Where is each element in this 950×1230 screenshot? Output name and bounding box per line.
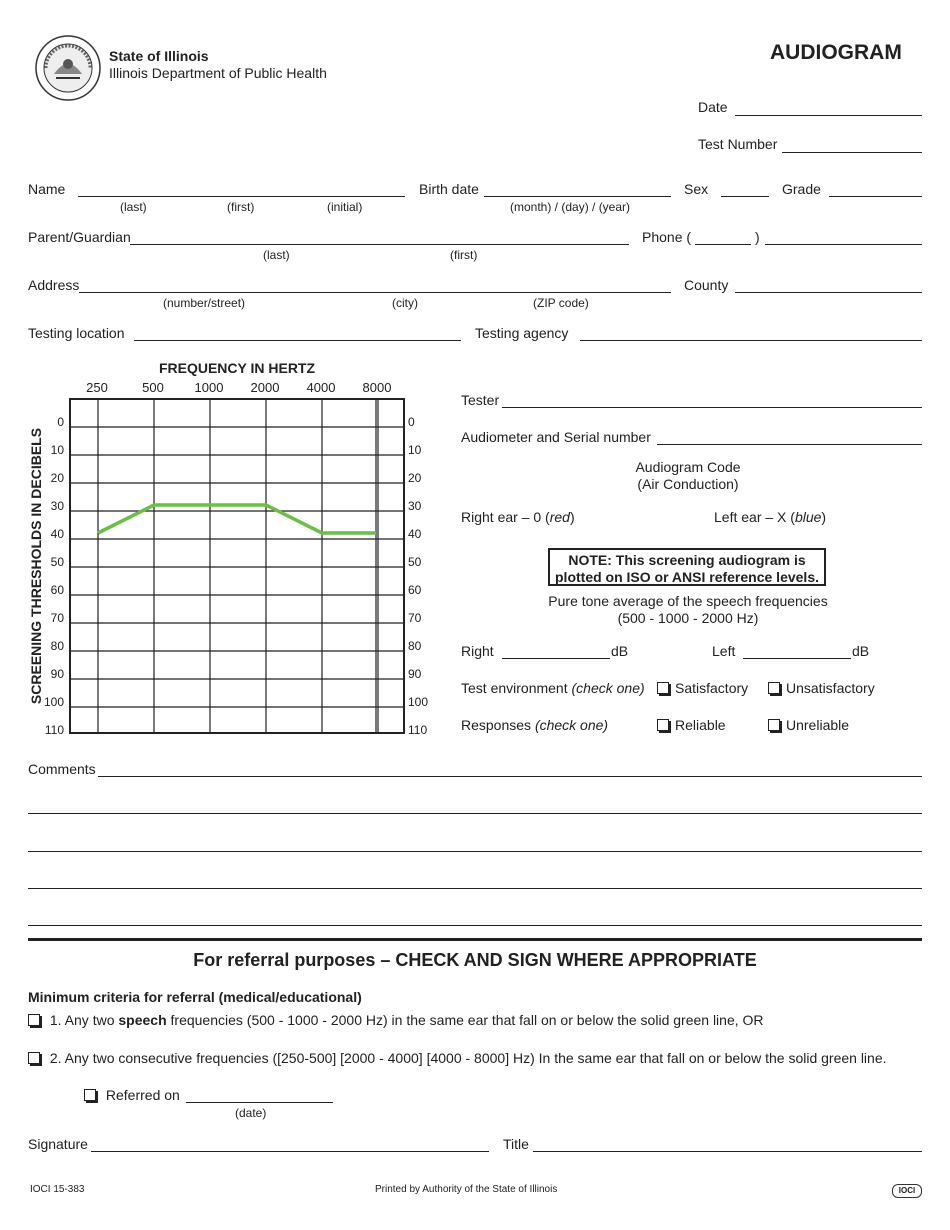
y-tick-label-left: 30: [50, 499, 64, 513]
y-tick-label-left: 80: [50, 639, 64, 653]
y-tick-label-right: 0: [408, 415, 415, 429]
referred-sub: (date): [235, 1106, 267, 1120]
audiometer-label: Audiometer and Serial number: [461, 429, 651, 445]
parent-sub-last: (last): [263, 248, 290, 262]
criteria-2-checkbox[interactable]: [28, 1052, 40, 1064]
ioci-logo: IOCI: [892, 1184, 922, 1198]
address-sub-city: (city): [392, 296, 418, 310]
name-sub-first: (first): [227, 200, 255, 214]
y-tick-label-right: 80: [408, 639, 422, 653]
state-name: State of Illinois: [109, 48, 209, 64]
criteria-label: Minimum criteria for referral (medical/educational): [28, 989, 362, 1005]
y-tick-label-right: 50: [408, 555, 422, 569]
comments-line[interactable]: [28, 925, 922, 926]
y-tick-label-right: 60: [408, 583, 422, 597]
satisfactory-checkbox[interactable]: [657, 682, 669, 694]
y-tick-label-left: 0: [57, 415, 64, 429]
signature-label: Signature: [28, 1136, 88, 1152]
sex-field[interactable]: [721, 196, 769, 197]
pta-line1: Pure tone average of the speech frequencies: [548, 593, 828, 609]
left-pta-field[interactable]: [743, 658, 851, 659]
right-pta-field[interactable]: [502, 658, 610, 659]
title-field[interactable]: [533, 1151, 922, 1152]
x-tick-label: 250: [86, 380, 108, 395]
signature-field[interactable]: [91, 1151, 489, 1152]
grade-label: Grade: [782, 181, 821, 197]
referred-date-field[interactable]: [186, 1102, 333, 1103]
tester-label: Tester: [461, 392, 500, 408]
x-tick-label: 8000: [362, 380, 392, 395]
testing-location-field[interactable]: [134, 340, 461, 341]
y-axis-label: SCREENING THRESHOLDS IN DECIBELS: [28, 427, 44, 705]
reliable-option[interactable]: Reliable: [657, 717, 726, 733]
testing-agency-field[interactable]: [580, 340, 922, 341]
date-field[interactable]: [735, 115, 922, 116]
right-db-unit: dB: [611, 643, 629, 659]
parent-field[interactable]: [130, 244, 629, 245]
sex-label: Sex: [684, 181, 709, 197]
y-tick-label-left: 70: [50, 611, 64, 625]
birth-date-sub: (month) / (day) / (year): [510, 200, 631, 214]
y-tick-label-left: 60: [50, 583, 64, 597]
y-tick-label-right: 110: [408, 723, 428, 737]
tester-field[interactable]: [502, 407, 922, 408]
title-label: Title: [503, 1136, 529, 1152]
audiometer-field[interactable]: [657, 444, 922, 445]
y-tick-label-right: 100: [408, 695, 429, 709]
phone-area-field[interactable]: [695, 244, 751, 245]
phone-label: Phone (: [642, 229, 692, 245]
test-number-field[interactable]: [782, 152, 922, 153]
test-number-label: Test Number: [698, 136, 778, 152]
name-sub-last: (last): [120, 200, 147, 214]
y-tick-label-right: 30: [408, 499, 422, 513]
testing-location-label: Testing location: [28, 325, 125, 341]
y-tick-label-left: 110: [44, 723, 64, 737]
criteria-item-2: 2. Any two consecutive frequencies ([250-500] [2000 - 4000] [4000 - 8000] Hz) In the same ear that fall on or below the solid green line.: [28, 1050, 887, 1066]
unreliable-checkbox[interactable]: [768, 719, 780, 731]
x-tick-label: 4000: [306, 380, 336, 395]
y-tick-label-left: 40: [50, 527, 64, 541]
state-seal-icon: [34, 34, 102, 102]
phone-paren: ): [755, 229, 760, 245]
comments-label: Comments: [28, 761, 96, 777]
page-title: AUDIOGRAM: [770, 41, 902, 64]
comments-line[interactable]: [28, 813, 922, 814]
comments-line[interactable]: [28, 851, 922, 852]
y-tick-label-right: 20: [408, 471, 422, 485]
y-tick-label-right: 70: [408, 611, 422, 625]
unsatisfactory-checkbox[interactable]: [768, 682, 780, 694]
screening-line: [98, 505, 376, 533]
code-title: Audiogram Code: [635, 459, 741, 475]
y-tick-label-right: 90: [408, 667, 422, 681]
county-label: County: [684, 277, 729, 293]
y-tick-label-right: 10: [408, 443, 422, 457]
address-sub-zip: (ZIP code): [533, 296, 589, 310]
right-pta-label: Right: [461, 643, 494, 659]
y-tick-label-left: 100: [43, 695, 64, 709]
unreliable-option[interactable]: Unreliable: [768, 717, 849, 733]
section-divider: [28, 938, 922, 941]
env-label: Test environment (check one): [461, 680, 645, 696]
name-sub-initial: (initial): [327, 200, 363, 214]
left-pta-label: Left: [712, 643, 736, 659]
referred-on: Referred on: [84, 1087, 180, 1103]
responses-label: Responses (check one): [461, 717, 609, 733]
criteria-item-1: 1. Any two speech frequencies (500 - 1000 - 2000 Hz) in the same ear that fall on or below the solid green line, OR: [28, 1012, 764, 1028]
y-tick-label-left: 90: [50, 667, 64, 681]
y-tick-label-left: 10: [50, 443, 64, 457]
address-label: Address: [28, 277, 80, 293]
chart-title: FREQUENCY IN HERTZ: [158, 360, 316, 376]
unsatisfactory-option[interactable]: Unsatisfactory: [768, 680, 875, 696]
name-label: Name: [28, 181, 66, 197]
printed-by: Printed by Authority of the State of Illinois: [375, 1184, 558, 1195]
date-label: Date: [698, 99, 728, 115]
right-ear-code: Right ear – 0 (red): [461, 509, 575, 525]
parent-label: Parent/Guardian: [28, 229, 131, 245]
chart-frame: [70, 399, 404, 733]
reliable-checkbox[interactable]: [657, 719, 669, 731]
department-name: Illinois Department of Public Health: [109, 65, 327, 81]
address-field[interactable]: [79, 292, 671, 293]
grade-field[interactable]: [829, 196, 922, 197]
x-tick-label: 500: [142, 380, 164, 395]
testing-agency-label: Testing agency: [475, 325, 569, 341]
phone-number-field[interactable]: [765, 244, 922, 245]
county-field[interactable]: [735, 292, 922, 293]
x-tick-label: 2000: [250, 380, 280, 395]
birth-date-label: Birth date: [419, 181, 479, 197]
referral-heading: For referral purposes – CHECK AND SIGN WHERE APPROPRIATE: [193, 950, 757, 970]
reference-note: NOTE: This screening audiogram is plotted on ISO or ANSI reference levels.: [548, 548, 826, 586]
pta-line2: (500 - 1000 - 2000 Hz): [617, 610, 759, 626]
address-sub-street: (number/street): [163, 296, 246, 310]
code-sub: (Air Conduction): [637, 476, 739, 492]
y-tick-label-right: 40: [408, 527, 422, 541]
x-tick-label: 1000: [194, 380, 224, 395]
comments-line[interactable]: [28, 888, 922, 889]
left-ear-code: Left ear – X (blue): [714, 509, 827, 525]
left-db-unit: dB: [852, 643, 870, 659]
criteria-1-checkbox[interactable]: [28, 1014, 40, 1026]
y-tick-label-left: 20: [50, 471, 64, 485]
parent-sub-first: (first): [450, 248, 478, 262]
birth-date-field[interactable]: [484, 196, 671, 197]
referred-checkbox[interactable]: [84, 1089, 96, 1101]
form-number: IOCI 15-383: [30, 1184, 85, 1195]
name-field[interactable]: [78, 196, 405, 197]
y-tick-label-left: 50: [50, 555, 64, 569]
satisfactory-option[interactable]: Satisfactory: [657, 680, 748, 696]
comments-line[interactable]: [98, 776, 922, 777]
